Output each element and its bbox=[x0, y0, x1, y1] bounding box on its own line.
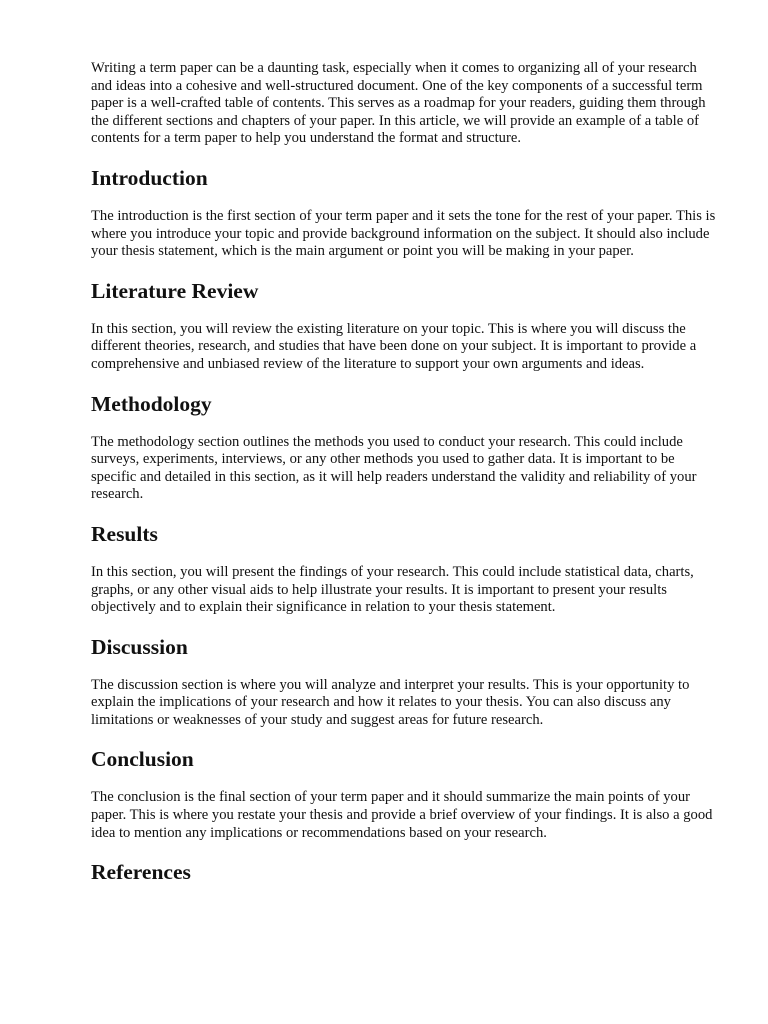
intro-paragraph: Writing a term paper can be a daunting task, especially when it comes to organizing all of your research and ideas into a cohesive and well-structured document. One of the key components of a successful term paper is a well-crafted table of contents. This serves as a roadmap for your readers, guiding them through the different sections and chapters of your paper. In this article, we will provide an example of a table of contents for a term paper to help you understand the format and structure. bbox=[91, 60, 706, 147]
body-results: In this section, you will present the findings of your research. This could include statistical data, charts, graphs, or any other visual aids to help illustrate your results. It is important to present your results objectively and to explain their significance in relation to your thesis statement. bbox=[91, 563, 694, 616]
body-introduction: The introduction is the first section of your term paper and it sets the tone for the rest of your paper. This is where you introduce your topic and provide background information on the subject. It should also include your thesis statement, which is the main argument or point you will be making in your paper. bbox=[91, 207, 716, 260]
heading-conclusion: Conclusion bbox=[91, 747, 194, 772]
heading-introduction: Introduction bbox=[91, 165, 208, 190]
document-page bbox=[91, 60, 717, 885]
heading-discussion: Discussion bbox=[91, 634, 188, 659]
body-conclusion: The conclusion is the final section of your term paper and it should summarize the main points of your paper. This is where you restate your thesis and provide a brief overview of your findings. It is also a good idea to mention any implications or recommendations based on your research. bbox=[91, 789, 713, 841]
section-methodology bbox=[91, 391, 717, 504]
body-literature-review: In this section, you will review the existing literature on your topic. This is where you will discuss the different theories, research, and studies that have been done on your subject. It is important to provide a comprehensive and unbiased review of the literature to support your own arguments and ideas. bbox=[91, 320, 697, 372]
body-methodology: The methodology section outlines the methods you used to conduct your research. This could include surveys, experiments, interviews, or any other methods you used to gather data. It is important to be specific and detailed in this section, as it will help readers understand the validity and reliability of your research. bbox=[91, 433, 697, 503]
section-introduction bbox=[91, 165, 717, 261]
section-references bbox=[91, 859, 717, 885]
heading-literature-review: Literature Review bbox=[91, 278, 259, 303]
heading-results: Results bbox=[91, 521, 158, 546]
section-literature-review bbox=[91, 278, 717, 374]
body-discussion: The discussion section is where you will analyze and interpret your results. This is your opportunity to explain the implications of your research and how it relates to your thesis. You can also discuss any limitations or weaknesses of your study and suggest areas for future research. bbox=[91, 676, 690, 728]
section-results bbox=[91, 521, 717, 617]
section-discussion bbox=[91, 634, 717, 730]
heading-methodology: Methodology bbox=[91, 391, 212, 416]
section-conclusion bbox=[91, 746, 717, 842]
heading-references: References bbox=[91, 860, 191, 885]
